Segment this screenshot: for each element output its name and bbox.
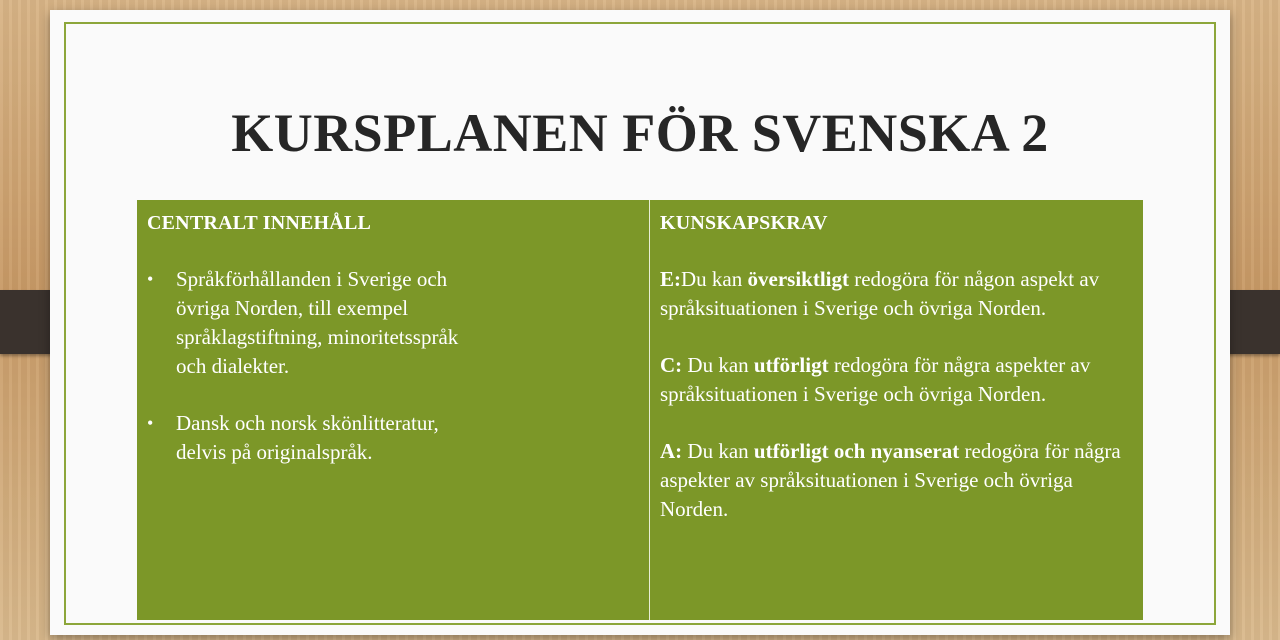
grade-label: A:	[660, 439, 683, 463]
requirement-a	[660, 437, 1133, 524]
knowledge-requirements-column	[650, 200, 1143, 620]
central-content-heading: CENTRALT INNEHÅLL	[147, 212, 372, 234]
slide	[50, 10, 1230, 635]
bullet-icon: •	[147, 413, 154, 433]
slide-title: KURSPLANEN FÖR SVENSKA 2	[231, 103, 1049, 163]
requirement-rest: redogöra för någon aspekt av språksituationen i Sverige och övriga Norden.	[660, 267, 1100, 320]
requirement-prefix: Du kan	[682, 439, 754, 463]
requirement-prefix: Du kan	[681, 267, 748, 291]
list-item-text: Språkförhållanden i Sverige och övriga Norden, till exempel språklagstiftning, minoritetsspråk och dialekter.	[176, 267, 459, 378]
central-content-list	[147, 265, 639, 467]
requirement-emphasis: utförligt	[753, 353, 829, 377]
list-item	[147, 409, 477, 467]
central-content-column	[137, 200, 650, 620]
requirement-emphasis: översiktligt	[747, 267, 849, 291]
grade-label: C:	[660, 353, 683, 377]
list-item	[147, 265, 477, 381]
requirement-emphasis: utförligt och nyanserat	[753, 439, 960, 463]
requirement-rest: redogöra för några aspekter av språksituationen i Sverige och övriga Norden.	[660, 353, 1091, 406]
requirement-c	[660, 351, 1133, 409]
requirement-e	[660, 265, 1133, 323]
bullet-icon: •	[147, 269, 154, 289]
knowledge-requirements-heading: KUNSKAPSKRAV	[660, 212, 828, 234]
content-table	[137, 200, 1143, 620]
requirement-prefix: Du kan	[682, 353, 754, 377]
list-item-text: Dansk och norsk skönlitteratur, delvis på originalspråk.	[176, 411, 439, 464]
grade-label: E:	[660, 267, 681, 291]
requirement-rest: redogöra för några aspekter av språksituationen i Sverige och övriga Norden.	[660, 439, 1121, 521]
